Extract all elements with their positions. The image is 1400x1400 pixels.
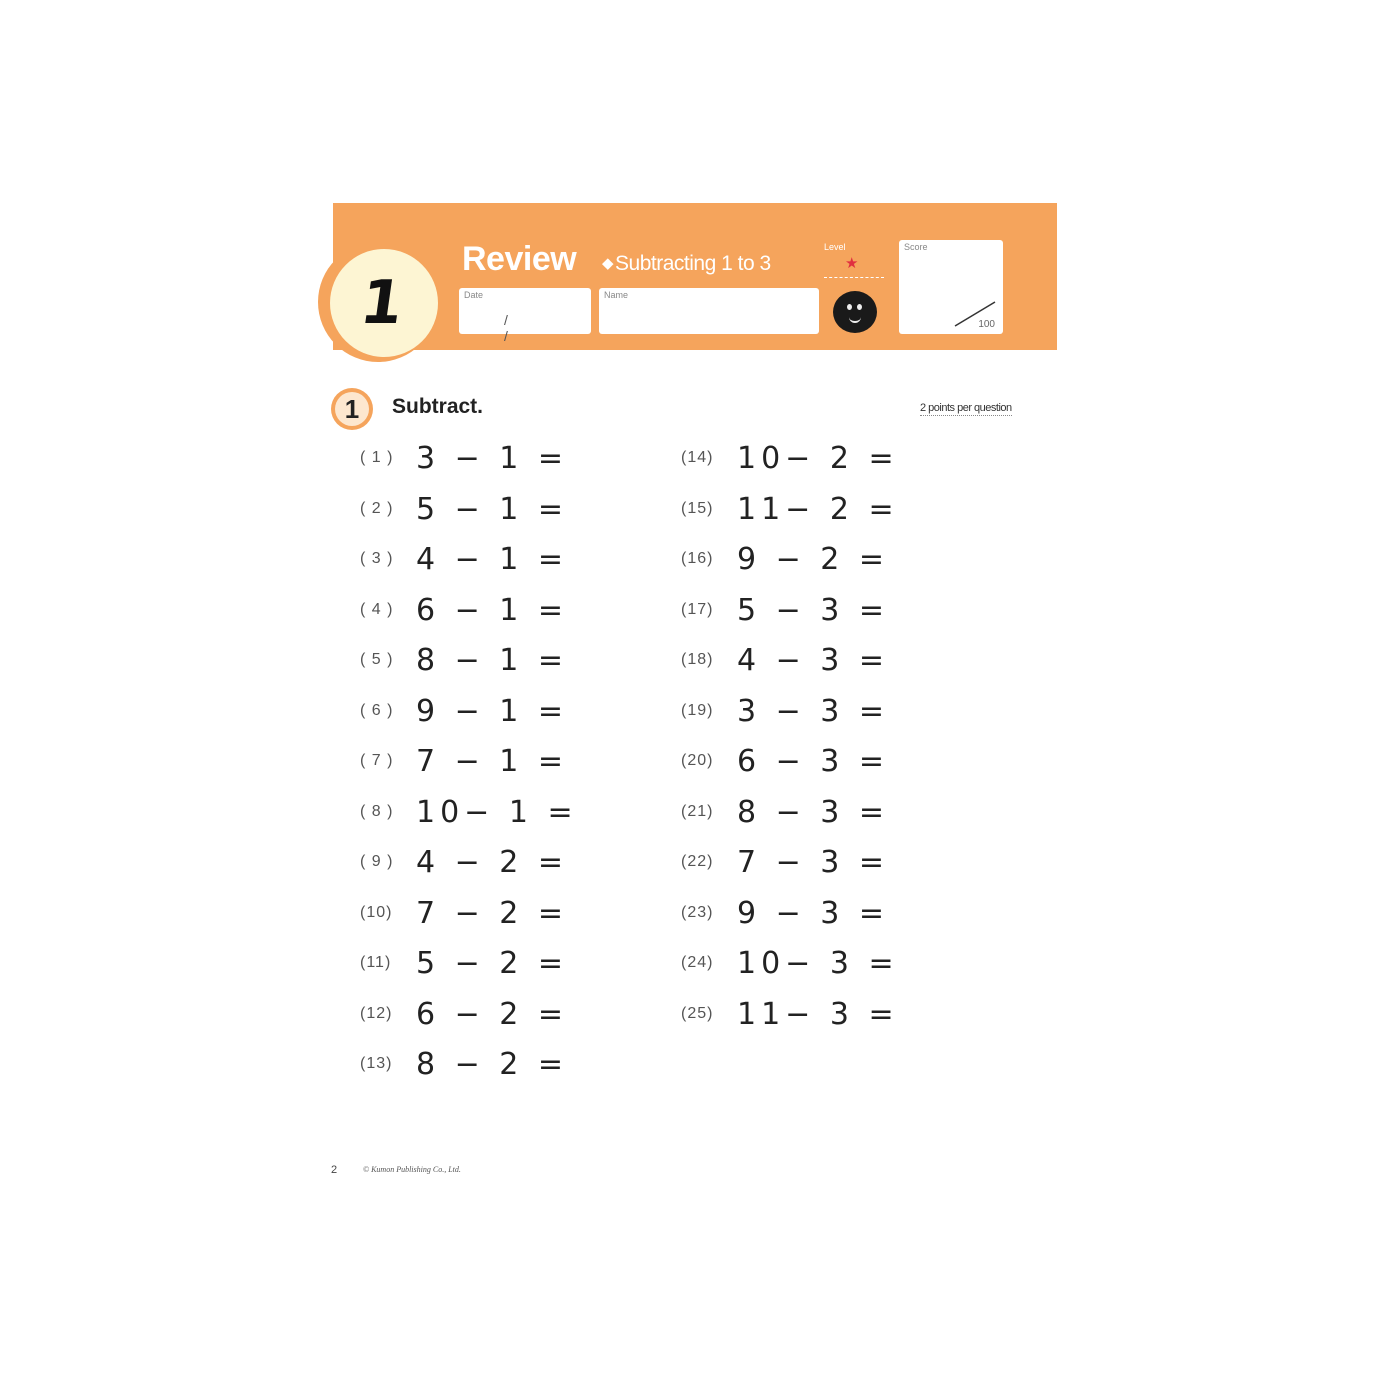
problem-item xyxy=(681,792,889,832)
problem-expression: 9 − 2 = xyxy=(737,541,890,577)
problem-item xyxy=(360,994,568,1034)
problem-number: (20) xyxy=(681,752,714,769)
problem-number: ( 2 ) xyxy=(360,500,394,517)
score-box[interactable] xyxy=(899,240,1003,334)
problem-expression: 6 − 3 = xyxy=(737,743,890,779)
problem-number: (16) xyxy=(681,550,714,567)
problem-item xyxy=(360,741,568,781)
date-slashes: / / xyxy=(504,312,538,344)
problem-number: (10) xyxy=(360,904,393,921)
section-badge xyxy=(331,388,373,430)
problem-item xyxy=(360,539,568,579)
problem-number: (25) xyxy=(681,1005,714,1022)
unit-badge xyxy=(330,249,438,357)
problem-expression: 4 − 2 = xyxy=(416,844,569,880)
problem-item xyxy=(360,691,568,731)
problem-item xyxy=(681,893,889,933)
copyright: © Kumon Publishing Co., Ltd. xyxy=(363,1165,461,1174)
problem-number: (17) xyxy=(681,601,714,618)
problem-number: ( 1 ) xyxy=(360,449,394,466)
problem-expression: 9 − 3 = xyxy=(737,895,890,931)
problem-item xyxy=(681,489,899,529)
problem-number: (15) xyxy=(681,500,714,517)
problem-expression: 5 − 3 = xyxy=(737,592,890,628)
problem-item xyxy=(360,893,568,933)
problem-expression: 4 − 3 = xyxy=(737,642,890,678)
problem-expression: 7 − 3 = xyxy=(737,844,890,880)
problem-item xyxy=(360,640,568,680)
name-field[interactable] xyxy=(599,288,819,334)
problem-expression: 11− 2 = xyxy=(737,491,899,527)
problem-number: ( 5 ) xyxy=(360,651,394,668)
problem-item xyxy=(360,590,568,630)
problem-expression: 7 − 2 = xyxy=(416,895,569,931)
problem-item xyxy=(681,590,889,630)
page-title: Review xyxy=(462,240,577,278)
problem-item xyxy=(360,792,578,832)
unit-number: 1 xyxy=(356,268,408,338)
score-total: 100 xyxy=(978,319,995,330)
problem-expression: 9 − 1 = xyxy=(416,693,569,729)
date-field[interactable] xyxy=(459,288,591,344)
problem-number: ( 6 ) xyxy=(360,702,394,719)
problem-expression: 3 − 3 = xyxy=(737,693,890,729)
problem-number: ( 9 ) xyxy=(360,853,394,870)
problem-item xyxy=(360,438,568,478)
problem-item xyxy=(360,842,568,882)
problem-expression: 4 − 1 = xyxy=(416,541,569,577)
problem-item xyxy=(681,741,889,781)
problem-expression: 7 − 1 = xyxy=(416,743,569,779)
problem-number: ( 7 ) xyxy=(360,752,394,769)
problem-number: (22) xyxy=(681,853,714,870)
face-icon xyxy=(833,291,877,333)
problem-number: (13) xyxy=(360,1055,393,1072)
problem-number: (19) xyxy=(681,702,714,719)
face-eye-left xyxy=(847,304,852,310)
problem-item xyxy=(681,943,899,983)
problem-item xyxy=(681,842,889,882)
problem-expression: 3 − 1 = xyxy=(416,440,569,476)
problem-expression: 6 − 2 = xyxy=(416,996,569,1032)
problem-expression: 6 − 1 = xyxy=(416,592,569,628)
score-label: Score xyxy=(904,242,928,252)
problem-number: (18) xyxy=(681,651,714,668)
problem-expression: 10− 2 = xyxy=(737,440,899,476)
diamond-icon: ◆ xyxy=(602,255,614,272)
problem-expression: 11− 3 = xyxy=(737,996,899,1032)
points-note: 2 points per question xyxy=(920,402,1012,414)
level-label: Level xyxy=(824,242,846,252)
problem-number: ( 4 ) xyxy=(360,601,394,618)
problem-item xyxy=(360,943,568,983)
problem-number: (21) xyxy=(681,803,714,820)
problem-number: (11) xyxy=(360,954,392,971)
name-label: Name xyxy=(604,290,629,300)
problem-number: (24) xyxy=(681,954,714,971)
problem-expression: 8 − 1 = xyxy=(416,642,569,678)
problem-number: ( 3 ) xyxy=(360,550,394,567)
problem-expression: 10− 3 = xyxy=(737,945,899,981)
problem-expression: 8 − 3 = xyxy=(737,794,890,830)
section-number: 1 xyxy=(335,392,369,426)
problem-number: (14) xyxy=(681,449,714,466)
level-divider xyxy=(824,277,884,278)
problem-number: (12) xyxy=(360,1005,393,1022)
problem-item xyxy=(681,640,889,680)
face-eye-right xyxy=(857,304,862,310)
problem-expression: 8 − 2 = xyxy=(416,1046,569,1082)
problem-expression: 5 − 2 = xyxy=(416,945,569,981)
problem-expression: 5 − 1 = xyxy=(416,491,569,527)
problem-number: ( 8 ) xyxy=(360,803,394,820)
star-icon: ★ xyxy=(845,255,859,272)
page-number: 2 xyxy=(331,1164,338,1176)
problem-item xyxy=(360,489,568,529)
problem-item xyxy=(681,994,899,1034)
face-mouth xyxy=(849,316,861,323)
problem-item xyxy=(681,539,889,579)
date-label: Date xyxy=(464,290,484,300)
problem-item xyxy=(681,691,889,731)
problem-number: (23) xyxy=(681,904,714,921)
problem-item xyxy=(681,438,899,478)
problem-expression: 10− 1 = xyxy=(416,794,578,830)
page-subtitle xyxy=(602,252,771,276)
section-title: Subtract. xyxy=(392,395,484,418)
subtitle-text: Subtracting 1 to 3 xyxy=(615,252,771,275)
problem-item xyxy=(360,1044,568,1084)
